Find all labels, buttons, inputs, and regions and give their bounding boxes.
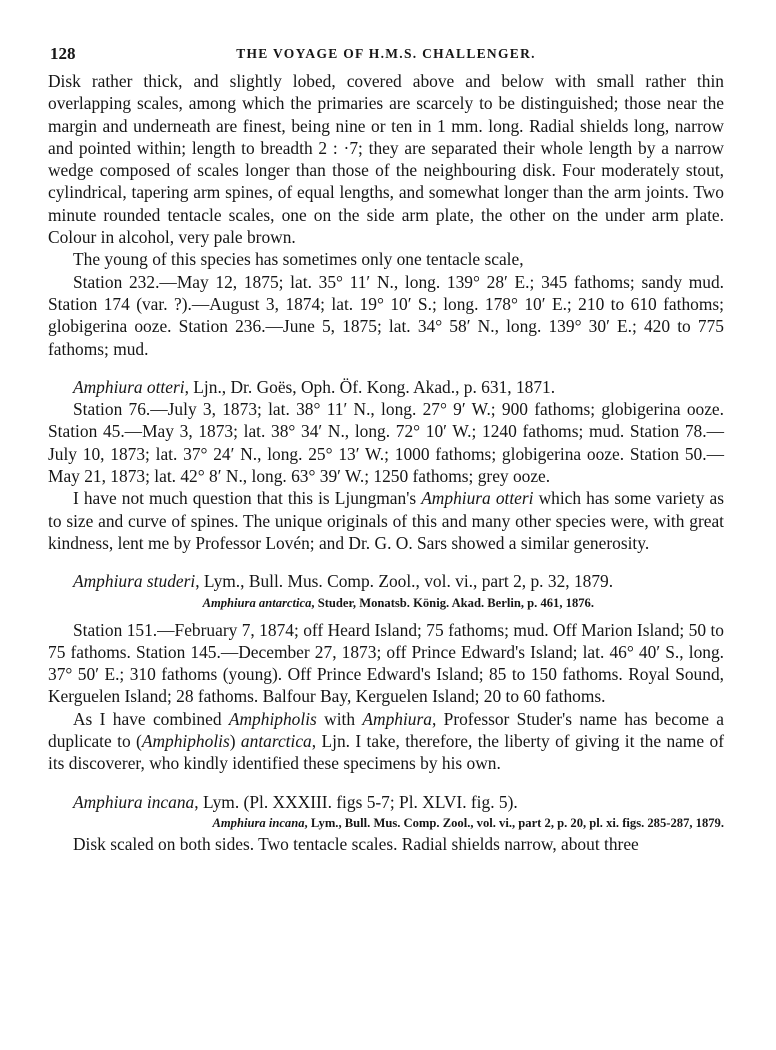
- paragraph-stations-otteri: Station 76.—July 3, 1873; lat. 38° 11′ N., long. 27° 9′ W.; 900 fathoms; globigerina ooze. Station 45.—May 3, 1873; lat. 38° 34′ N., long. 72° 10′ W.; 1240 fathoms; mud. Station 78.—July 10, 1873; lat. 37° 24′ N., long. 25° 13′ W.; 1000 fathoms; globigerina ooze. Station 50.—May 21, 1873; lat. 42° 8′ N., long. 63° 39′ W.; 1250 fathoms; grey ooze.: [48, 399, 724, 487]
- paragraph-young: The young of this species has sometimes only one tentacle scale,: [73, 249, 524, 270]
- species-reference: , Lym., Bull. Mus. Comp. Zool., vol. vi., part 2, p. 32, 1879.: [195, 571, 614, 592]
- species-name: Amphiura incana: [73, 791, 195, 812]
- synonym-line-studeri: Amphiura antarctica, Studer, Monatsb. König. Akad. Berlin, p. 461, 1876.: [202, 595, 594, 610]
- page-number: 128: [50, 44, 76, 63]
- paragraph-description: Disk rather thick, and slightly lobed, covered above and below with small rather thin overlapping scales, among which the primaries are scarcely to be distinguished; those near the margin and underneath are finest, being nine or ten in 1 mm. long. Radial shields long, narrow and pointed within; length to breadth 2 : ·7; they are separated their whole length by a narrow wedge composed of scales longer than those of the neighbouring disk. Four moderately stout, cylindrical, tapering arm spines, of equal lengths, and somewhat longer than the arm joints. Two minute rounded tentacle scales, one on the side arm plate, the other on the under arm plate. Colour in alcohol, very pale brown.: [48, 71, 724, 248]
- paragraph-stations-studeri: Station 151.—February 7, 1874; off Heard Island; 75 fathoms; mud. Off Marion Island; 50 to 75 fathoms. Station 145.—December 27, 1873; off Prince Edward's Island; lat. 46° 40′ S., long. 37° 50′ E.; 310 fathoms (young). Off Prince Edward's Island; 85 to 150 fathoms. Royal Sound, Kerguelen Island; 28 fathoms. Balfour Bay, Kerguelen Island; 20 to 60 fathoms.: [48, 619, 724, 707]
- paragraph-description-incana: Disk scaled on both sides. Two tentacle scales. Radial shields narrow, about three: [73, 833, 639, 854]
- species-reference: , Lym. (Pl. XXXIII. figs 5-7; Pl. XLVI. fig. 5).: [194, 791, 518, 812]
- page: [48, 44, 724, 855]
- species-heading-incana: [48, 791, 724, 813]
- species-heading-studeri: [48, 570, 724, 592]
- synonym-line-incana: Amphiura incana, Lym., Bull. Mus. Comp. Zool., vol. vi., part 2, p. 20, pl. xi. figs. 285-287, 1879.: [212, 815, 724, 830]
- species-name: Amphiura studeri: [73, 571, 196, 592]
- running-header: [48, 44, 724, 70]
- paragraph-remarks-studeri: As I have combined Amphipholis with Amphiura, Professor Studer's name has become a duplicate to (Amphipholis) antarctica, Ljn. I take, therefore, the liberty of giving it the name of its discoverer, who kindly identified these specimens by his own.: [48, 708, 724, 774]
- species-heading-otteri: [48, 376, 724, 398]
- paragraph-remarks-otteri: I have not much question that this is Ljungman's Amphiura otteri which has some variety as to size and curve of spines. The unique originals of this and many other species were, with great kindness, lent me by Professor Lovén; and Dr. G. O. Sars showed a similar generosity.: [48, 488, 724, 553]
- species-name: Amphiura otteri: [73, 376, 185, 397]
- species-reference: , Ljn., Dr. Goës, Oph. Öf. Kong. Akad., p. 631, 1871.: [184, 376, 556, 397]
- paragraph-stations-1: Station 232.—May 12, 1875; lat. 35° 11′ N., long. 139° 28′ E.; 345 fathoms; sandy mud. Station 174 (var. ?).—August 3, 1874; lat. 19° 10′ S.; long. 178° 10′ E.; 210 to 610 fathoms; globigerina ooze. Station 236.—June 5, 1875; lat. 34° 58′ N., long. 139° 30′ E.; 420 to 775 fathoms; mud.: [48, 271, 724, 359]
- running-title: THE VOYAGE OF H.M.S. CHALLENGER.: [236, 46, 536, 61]
